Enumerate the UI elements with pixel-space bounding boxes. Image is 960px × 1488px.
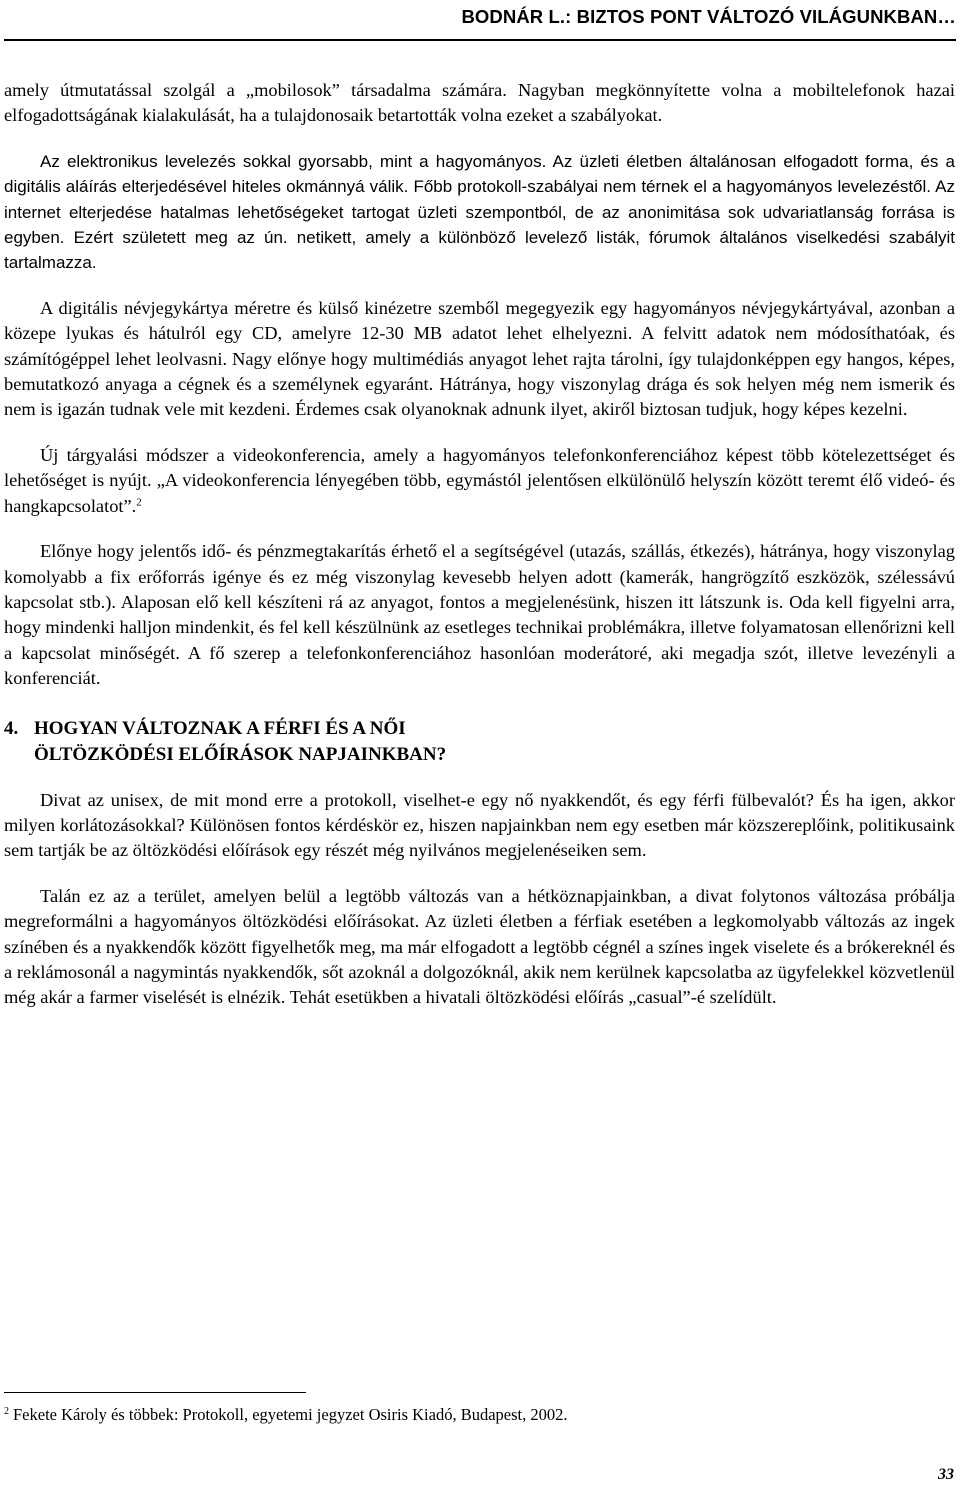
paragraph-videoconference — [4, 443, 955, 519]
paragraph-videoconference-text: Új tárgyalási módszer a videokonferencia, amely a hagyományos telefonkonferenciához képest több kötelezettséget és lehetőséget is nyújt. „A videokonferencia lényegében több, egymástól jelentősen elkülönülő helyszín között teremt élő videó- és hangkapcsolatot”. — [4, 444, 955, 516]
paragraph-mobile-etiquette: amely útmutatással szolgál a „mobilosok” társadalma számára. Nagyban megkönnyítette volna a mobiltelefonok hazai elfogadottságának kialakulását, ha a tulajdonosaik betartották volna ezeket a szabályokat. — [4, 80, 955, 126]
header-rule — [4, 39, 956, 41]
paragraph-dress-code-change: Talán ez az a terület, amelyen belül a legtöbb változás van a hétköznapjainkban, a divat folytonos változása próbálja megreformálni a hagyományos öltözködési előírásokat. Az üzleti életben a férfiak esetében a legkomolyabb változás az ingek színében és a nyakkendők között figyelhetők meg, ma már elfogadott a legtöbb cégnél a színes ingek viselete és a brókereknél és a reklámosonál a nagymintás nyakkendők, sőt azoknál a dolgozóknál, akik nem kerülnek kapcsolatba az ügyfelekkel közvetlenül még akár a farmer viselését is elnézik. Tehát esetükben a hivatali öltözködési előírás „casual”-é szelídült. — [4, 885, 955, 1008]
footnote-marker: 2 — [4, 1406, 9, 1417]
body-text — [4, 78, 955, 1011]
paragraph-digital-business-card: A digitális névjegykártya méretre és külső kinézetre szemből megegyezik egy hagyományos névjegykártyával, azonban a közepe lyukas és hátulról egy CD, amelyre 12-30 MB adatot lehet elhelyezni. A felvitt adatok nem módosíthatóak, és számítógéppel lehet leolvasni. Nagy előnye hogy multimédiás anyagot lehet rajta tárolni, így tulajdonképpen egy hangos, képes, bemutatkozó anyaga a cégnek és a személynek egyaránt. Hátránya, hogy viszonylag drága és sok helyen még nem ismerik és nem is igazán tudnak vele mit kezdeni. Érdemes csak olyanoknak adnunk ilyet, akiről biztosan tudjuk, hogy képes kezelni. — [4, 297, 955, 420]
section-heading — [4, 716, 955, 768]
section-title-line2: ÖLTÖZKÖDÉSI ELŐÍRÁSOK NAPJAINKBAN? — [34, 743, 447, 765]
paragraph-videoconference-pros-cons: Előnye hogy jelentős idő- és pénzmegtakarítás érhető el a segítségével (utazás, szállás, étkezés), hátránya, hogy viszonylag komolyabb a fix erőforrás igénye és ez még viszonylag kevesebb helyen adott (kamerák, hangrögzítő eszközök, szélessávú kapcsolat stb.). Alaposan elő kell készíteni rá az anyagot, fontos a megjelenésünk, hiszen itt látszunk is. Oda kell figyelni arra, hogy mindenki halljon mindenkit, és fel kell készülnünk az esetleges technikai problémákra, illetve folyamatosan ellenőrizni kell a kapcsolat minőségét. A fő szerep a telefonkonferenciához hasonlóan moderátoré, aki megadja szót, illetve levezényli a konferenciát. — [4, 541, 955, 689]
running-header: BODNÁR L.: BIZTOS PONT VÁLTOZÓ VILÁGUNKBAN… — [461, 6, 956, 27]
footnote-rule — [4, 1392, 306, 1393]
paragraph-unisex: Divat az unisex, de mit mond erre a protokoll, viselhet-e egy nő nyakkendőt, és egy férfi fülbevalót? És ha igen, akkor milyen korlátozásokkal? Különösen fontos kérdéskör ez, hiszen napjainkban nem egy esetben már közszereplőink, politikusaink sem tartják be az öltözködési előírások egy részét még nyilvános megjelenéseiken sem. — [4, 789, 955, 861]
footnote — [4, 1404, 944, 1426]
paragraph-email: Az elektronikus levelezés sokkal gyorsabb, mint a hagyományos. Az üzleti életben általánosan elfogadott forma, és a digitális aláírás elterjedésével hiteles okmánnyá válik. Főbb protokoll-szabályai nem térnek el a hagyományos levelezéstől. Az internet elterjedése hatalmas lehetőségeket tartogat üzleti szempontból, de az anonimitása sok udvariatlanság forrása is egyben. Ezért született meg az ún. netikett, amely a különböző levelező listák, fórumok általános viselkedési szabályit tartalmazza. — [4, 151, 955, 273]
footnote-reference: 2 — [136, 496, 142, 509]
section-number: 4. — [4, 717, 19, 739]
footnote-text: Fekete Károly és többek: Protokoll, egyetemi jegyzet Osiris Kiadó, Budapest, 2002. — [13, 1405, 568, 1424]
page-number: 33 — [938, 1466, 954, 1483]
section-title-line1: HOGYAN VÁLTOZNAK A FÉRFI ÉS A NŐI — [34, 717, 406, 739]
